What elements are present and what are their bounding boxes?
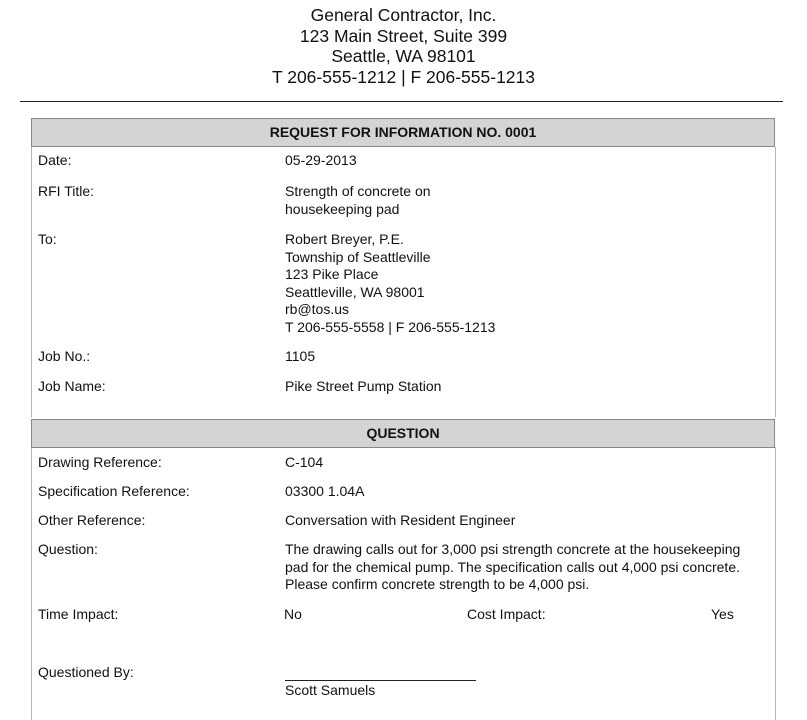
- company-name: General Contractor, Inc.: [310, 5, 497, 25]
- recipient-organization: Township of Seattleville: [285, 248, 431, 265]
- other-reference-value: Conversation with Resident Engineer: [285, 512, 516, 528]
- to-label: To:: [38, 231, 57, 247]
- time-impact-value: No: [284, 606, 302, 622]
- time-impact-label: Time Impact:: [38, 606, 119, 622]
- frame-right-bottom: [775, 447, 776, 720]
- frame-left-bottom: [31, 447, 32, 720]
- question-line: The drawing calls out for 3,000 psi strength concrete at the housekeeping: [285, 541, 741, 557]
- rfi-title-line: Strength of concrete on: [285, 183, 431, 199]
- questioned-by-name: Scott Samuels: [285, 682, 376, 698]
- rfi-title-line: housekeeping pad: [285, 200, 400, 217]
- question-line: pad for the chemical pump. The specification calls out 4,000 psi concrete.: [285, 558, 740, 575]
- question-label: Question:: [38, 541, 98, 557]
- recipient-phone-fax: T 206-555-5558 | F 206-555-1213: [285, 318, 496, 335]
- frame-left-top: [31, 147, 32, 417]
- drawing-reference-label: Drawing Reference:: [38, 454, 162, 470]
- date-value: 05-29-2013: [285, 152, 357, 168]
- frame-right-top: [775, 147, 776, 417]
- other-reference-label: Other Reference:: [38, 512, 146, 528]
- job-name-value: Pike Street Pump Station: [285, 378, 442, 394]
- letterhead-divider: [20, 101, 783, 102]
- question-section-header: QUESTION: [31, 419, 775, 448]
- specification-reference-value: 03300 1.04A: [285, 483, 365, 499]
- specification-reference-label: Specification Reference:: [38, 483, 190, 499]
- date-label: Date:: [38, 152, 72, 168]
- signature-line: [285, 680, 476, 681]
- rfi-title-label: RFI Title:: [38, 183, 95, 199]
- questioned-by-label: Questioned By:: [38, 664, 134, 680]
- rfi-section-header: REQUEST FOR INFORMATION NO. 0001: [31, 118, 775, 147]
- recipient-name: Robert Breyer, P.E.: [285, 231, 404, 247]
- job-name-label: Job Name:: [38, 378, 106, 394]
- recipient-block: [285, 231, 495, 336]
- cost-impact-label: Cost Impact:: [467, 606, 546, 622]
- rfi-title-value: [285, 183, 431, 218]
- cost-impact-value: Yes: [711, 606, 734, 622]
- letterhead: [0, 5, 807, 87]
- recipient-email: rb@tos.us: [285, 301, 350, 317]
- question-text: [285, 541, 740, 594]
- job-no-value: 1105: [285, 348, 316, 364]
- drawing-reference-value: C-104: [285, 454, 324, 470]
- job-no-label: Job No.:: [38, 348, 91, 364]
- company-phone-fax: T 206-555-1212 | F 206-555-1213: [271, 66, 536, 87]
- question-line: Please confirm concrete strength to be 4,000 psi.: [285, 576, 590, 592]
- recipient-city: Seattleville, WA 98001: [285, 283, 425, 300]
- company-street: 123 Main Street, Suite 399: [299, 25, 508, 46]
- recipient-street: 123 Pike Place: [285, 266, 379, 282]
- company-city: Seattle, WA 98101: [331, 46, 476, 66]
